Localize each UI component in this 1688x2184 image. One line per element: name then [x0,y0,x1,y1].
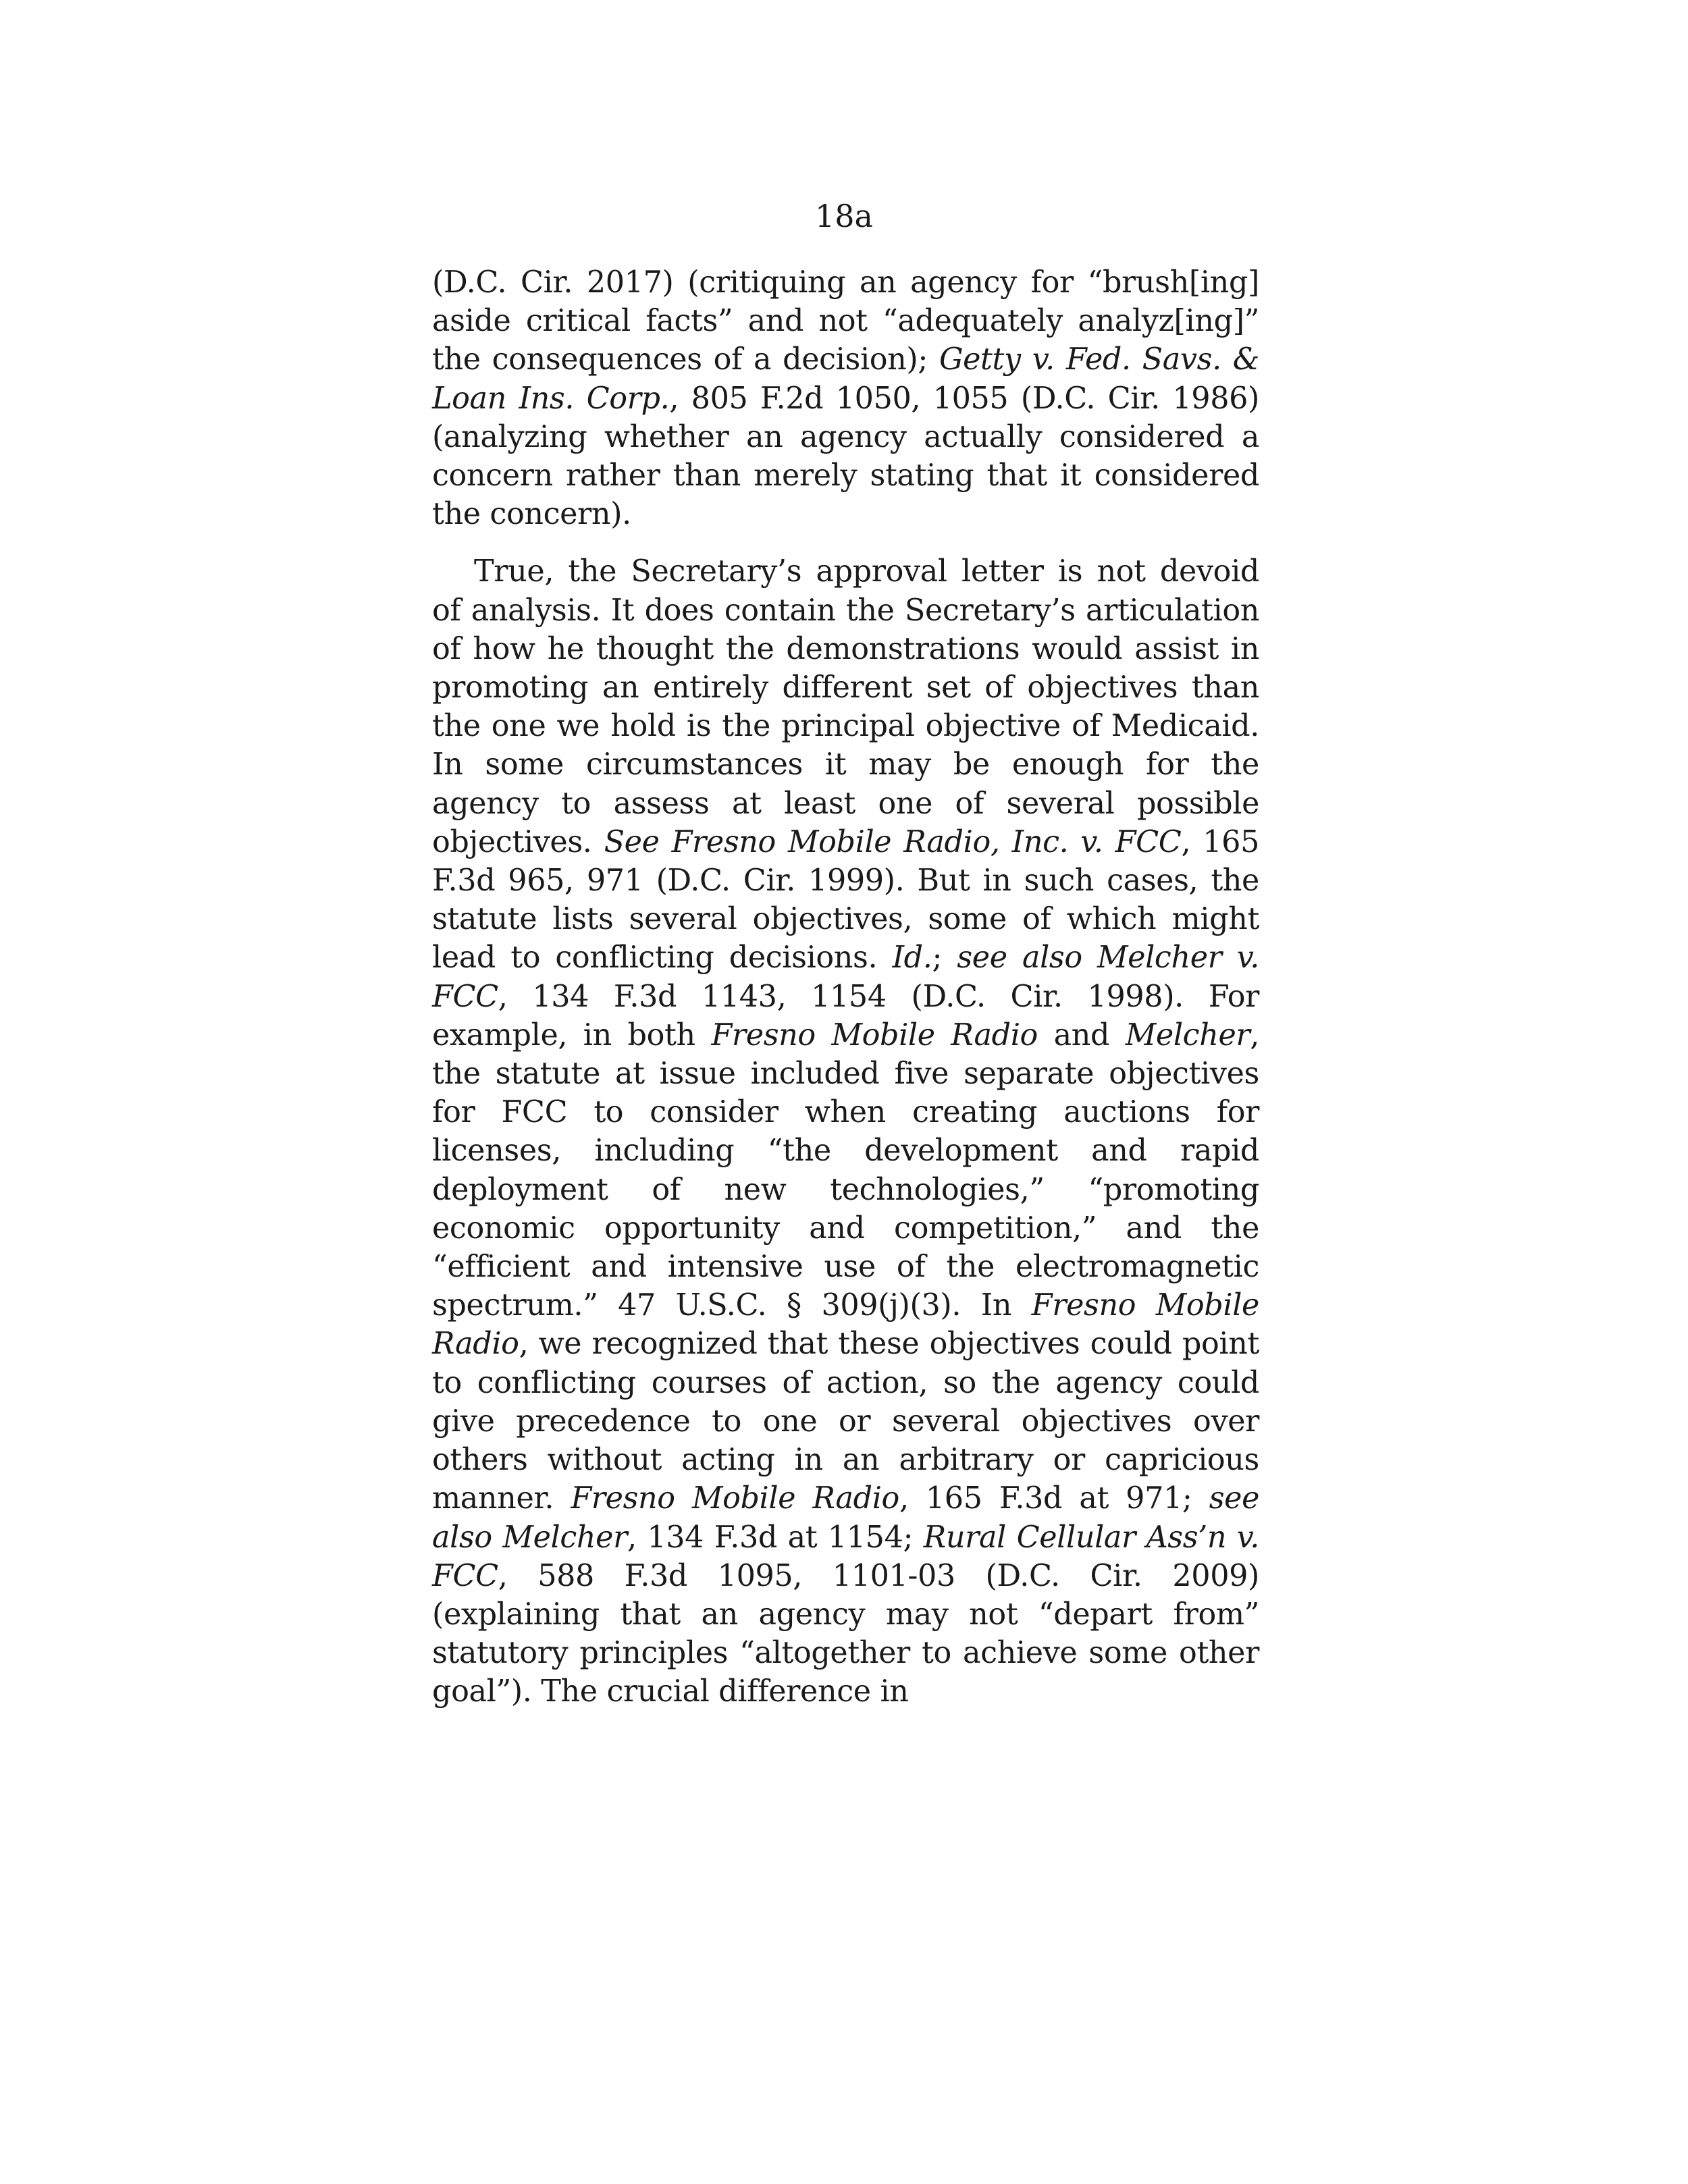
paragraph-2-text: , the statute at issue included five separate objectives for FCC to consider when creating auctions for licenses, including “the development and rapid deployment of new technologies,” “promoting economic opportunity and competition,” and the “efficient and intensive use of the electromagnetic spectrum.” 47 U.S.C. § 309(j)(3). In [432,1017,1260,1323]
paragraph-2-text: , 588 F.3d 1095, 1101-03 (D.C. Cir. 2009) (explaining that an agency may not “depart from” statutory principles “altogether to achieve some other goal”). The crucial difference in [432,1558,1259,1709]
paragraph-2-text: , we recognized that these objectives could point to conflicting courses of action, so the agency could give precedence to one or several objectives over others without acting in an arbitrary or capricious manner. [432,1327,1259,1516]
case-citation: See Fresno Mobile Radio, Inc. v. FCC [604,824,1182,859]
paragraph-2-text: True, the Secretary’s approval letter is not devoid of analysis. It does contain the Secretary’s articulation of how he thought the demonstrations would assist in promoting an entirely different set of objectives than the one we hold is the principal objective of Medicaid. In some circumstances it may be enough for the agency to assess at least one of several possible objectives. [432,554,1259,859]
case-citation: see also Melcher v. FCC [432,940,1259,1014]
paragraph-2-text: , 134 F.3d 1143, 1154 (D.C. Cir. 1998). For example, in both [432,979,1259,1053]
paragraph-2-text: , 165 F.3d at 971; [899,1481,1209,1516]
case-citation: see also Melcher [432,1481,1260,1555]
paragraph-2-text: ; [932,940,957,976]
page-number: 18a [815,198,873,234]
paragraph-1 [432,263,1259,533]
case-citation: Getty v. Fed. Savs. & Loan Ins. Corp. [432,342,1260,416]
paragraph-2-text: , 134 F.3d at 1154; [627,1520,924,1555]
case-citation: Rural Cellular Ass’n v. FCC [432,1520,1259,1593]
case-citation: Id. [892,940,932,976]
case-citation: Fresno Mobile Radio [432,1288,1259,1362]
body-text [432,263,1259,1711]
paragraph-1-text: , 805 F.2d 1050, 1055 (D.C. Cir. 1986) (analyzing whether an agency actually considered a concern rather than merely stating that it considered the concern). [432,381,1259,532]
case-citation: Fresno Mobile Radio [571,1481,899,1516]
paragraph-2 [432,552,1259,1711]
paragraph-2-text: and [1037,1017,1126,1053]
case-citation: Fresno Mobile Radio [711,1017,1038,1053]
case-citation: Melcher [1125,1017,1250,1053]
paragraph-1-text: (D.C. Cir. 2017) (critiquing an agency for “brush[ing] aside critical facts” and not “adequately analyz[ing]” the consequences of a decision); [432,265,1259,377]
paragraph-2-text: , 165 F.3d 965, 971 (D.C. Cir. 1999). But in such cases, the statute lists several objectives, some of which might lead to conflicting decisions. [432,824,1259,976]
